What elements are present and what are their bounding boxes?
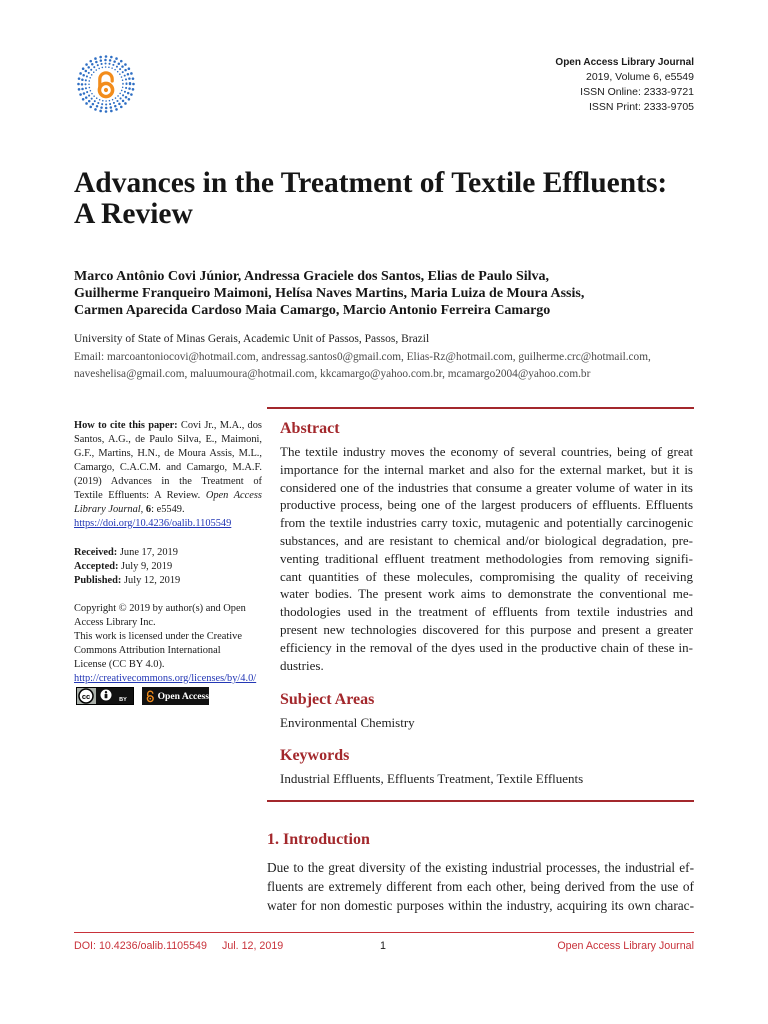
abstract-line: from the textile industries carry toxic, mutagenic and potentially carcinogenic [280,515,693,531]
abstract-line: dustries. [280,657,324,673]
citation-article: : e5549. [151,504,185,515]
section-divider [267,800,694,802]
subject-areas-text: Environmental Chemistry [280,715,415,730]
copyright-block [74,602,262,686]
citation-line [74,503,262,517]
abstract-line: substances, and are resistant to chemical and/or biological degradation, pre- [280,532,693,548]
license-link[interactable]: http://creativecommons.org/licenses/by/4.0/ [74,673,257,684]
abstract-line: present new technologies discovered for this purpose and present a greater [280,621,693,637]
date-label: Received: [74,547,118,558]
volume-info: 2019, Volume 6, e5549 [585,71,694,83]
citation-line: Santos, A.G., de Paulo Silva, E., Maimoni, [74,434,262,445]
copyright-line: Copyright © 2019 by author(s) and Open [74,603,246,614]
date-label: Accepted: [74,561,119,572]
citation-text: Textile Effluents: A Review. [74,490,201,501]
citation-line: G.F., Martins, H.N., de Moura Assis, M.L., [74,448,262,459]
introduction-body [267,858,694,915]
affiliation: University of State of Minas Gerais, Academic Unit of Passos, Passos, Brazil [74,333,430,345]
date-label: Published: [74,575,122,586]
author-list [74,268,584,319]
abstract-line: cant quantities of these molecules, compromising the quality of receiving [280,568,693,584]
citation-journal: Library Journal, [74,504,144,515]
subject-areas-heading: Subject Areas [280,690,375,708]
introduction-line: fluents are extremely different from each other, being derived from the use of [267,878,694,894]
introduction-heading: 1. Introduction [267,830,370,848]
footer-divider [74,932,694,933]
abstract-line: efficiency in the removal of the dyes used in the productive chain of these in- [280,639,693,655]
section-divider [267,407,694,409]
open-access-badge[interactable] [142,687,209,705]
abstract-heading: Abstract [280,420,340,437]
introduction-line: Due to the great diversity of the existing industrial processes, the industrial ef- [267,859,694,875]
abstract-line: importance for the internal market and also for the external market, but it is [280,461,693,477]
abstract-line: venting traditional effluent treatment methodologies from removing signifi- [280,550,693,566]
copyright-line: Commons Attribution International [74,645,221,656]
footer-doi: DOI: 10.4236/oalib.1105549 [74,940,207,952]
date-value: June 17, 2019 [119,547,178,558]
issn-print: ISSN Print: 2333-9705 [588,101,694,113]
received-date [74,546,262,560]
citation-line [74,419,262,433]
email-line: Email: marcoantoniocovi@hotmail.com, andressag.santos0@gmail.com, Elias-Rz@hotmail.com, guilherme.crc@hotmail.com, [74,351,651,363]
journal-info [555,55,694,115]
date-value: July 12, 2019 [123,575,181,586]
doi-link[interactable]: https://doi.org/10.4236/oalib.1105549 [74,518,232,529]
footer-date: Jul. 12, 2019 [222,940,284,952]
cc-badge-text: cc [81,691,91,701]
copyright-line: Access Library Inc. [74,617,156,628]
abstract-line: water bodies. The present work aims to demonstrate the conventional me- [280,586,693,602]
author-line: Carmen Aparecida Cardoso Maia Camargo, Marcio Antonio Ferreira Camargo [74,303,551,318]
citation-journal: Open Access [205,490,262,501]
abstract-body [280,443,693,674]
journal-name: Open Access Library Journal [555,57,694,68]
publication-dates [74,546,262,588]
open-access-label: Open Access [157,690,209,702]
date-value: July 9, 2019 [121,561,173,572]
cc-badge-by: BY [119,697,127,703]
abstract-line: thodologies used in the treatment of effluents from textile industries and [280,604,693,620]
email-line: naveshelisa@gmail.com, maluumoura@hotmail.com, kkcamargo@yahoo.com.br, mcamargo2004@yahoo.com.br [74,368,591,380]
copyright-line: This work is licensed under the Creative [74,631,242,642]
page-number: 1 [380,940,386,952]
abstract-line: considered one of the industries that consume a greater volume of water in its [280,479,693,495]
footer-journal: Open Access Library Journal [557,940,694,952]
copyright-line: License (CC BY 4.0). [74,659,165,670]
citation-line: (2019) Advances in the Treatment of [74,476,262,487]
keywords-heading: Keywords [280,746,350,764]
citation-line [74,489,262,503]
paper-title [74,168,667,230]
author-line: Marco Antônio Covi Júnior, Andressa Graciele dos Santos, Elias de Paulo Silva, [74,269,550,284]
citation-text: Covi Jr., M.A., dos [180,420,262,431]
open-access-lock-icon [76,54,136,114]
accepted-date [74,560,262,574]
abstract-line: The textile industry moves the economy of several countries, being of great [280,444,693,459]
open-access-lock-icon [146,690,155,703]
author-line: Guilherme Franqueiro Maimoni, Helísa Naves Martins, Maria Luiza de Moura Assis, [74,286,585,301]
keywords-text: Industrial Effluents, Effluents Treatment, Textile Effluents [280,771,584,786]
title-line: A Review [74,198,193,230]
issn-online: ISSN Online: 2333-9721 [580,86,694,98]
citation-volume: 6 [145,504,152,515]
citation-label: How to cite this paper: [74,420,178,431]
introduction-line: water for non domestic purposes within the industry, acquiring its own charac- [267,897,694,913]
published-date [74,574,262,588]
citation-line: Camargo, C.A.C.M. and Camargo, M.A.F. [74,462,262,473]
citation-block [74,419,262,531]
title-line: Advances in the Treatment of Textile Effluents: [74,167,668,199]
email-list [74,349,651,383]
creative-commons-by-icon[interactable] [76,687,134,705]
abstract-line: productive process, being one of the largest producers of effluents. Effluents [280,497,693,513]
